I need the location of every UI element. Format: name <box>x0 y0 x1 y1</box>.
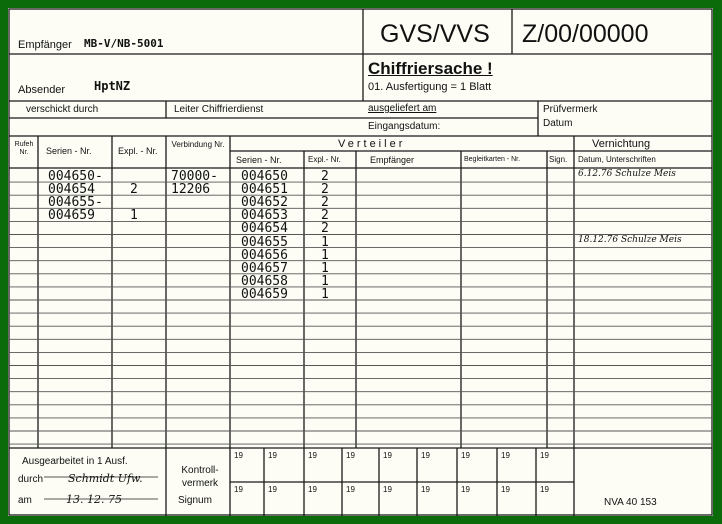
prepared-by-signature: Schmidt Ufw. <box>68 472 143 485</box>
control-year-bottom: 19 <box>346 485 355 494</box>
prepared-on-label: am <box>18 495 32 506</box>
col-header-connection: Verbindung Nr. <box>171 140 225 149</box>
col-header-destruction: Vernichtung <box>592 138 651 150</box>
entry-serial: 004655- <box>48 195 103 211</box>
col-header-recipient: Empfänger <box>370 155 415 165</box>
control-year-bottom: 19 <box>501 485 510 494</box>
col-header-attachment: Begleitkarten - Nr. <box>464 156 521 163</box>
col-header-dist-copy: Expl.- Nr. <box>308 155 341 164</box>
distribution-serial: 004657 <box>241 260 288 276</box>
col-header-running-no: Rufeh Nr. <box>14 141 34 157</box>
entry-copy: 1 <box>130 208 138 224</box>
entry-connection: 70000- <box>171 169 218 184</box>
entry-serial: 004650- <box>48 169 103 184</box>
col-header-serial: Serien - Nr. <box>46 146 92 156</box>
distribution-copy: 2 <box>321 221 329 237</box>
col-header-date-signatures: Datum, Unterschriften <box>578 155 656 164</box>
recipient-value: MB-V/NB-5001 <box>84 37 164 50</box>
control-year-bottom: 19 <box>383 485 392 494</box>
distribution-serial: 004654 <box>241 221 288 237</box>
distribution-serial: 004653 <box>241 208 288 224</box>
control-year-top: 19 <box>383 451 392 460</box>
control-year-top: 19 <box>501 451 510 460</box>
entry-serial: 004654 <box>48 182 95 198</box>
control-year-top: 19 <box>540 451 549 460</box>
document-form <box>8 8 713 516</box>
sender-label: Absender <box>18 84 66 96</box>
prepared-in-label: Ausgearbeitet in 1 Ausf. <box>22 456 128 467</box>
distribution-serial: 004658 <box>241 273 288 289</box>
control-year-top: 19 <box>308 451 317 460</box>
distribution-serial: 004659 <box>241 286 288 302</box>
control-year-bottom: 19 <box>421 485 430 494</box>
control-year-top: 19 <box>461 451 470 460</box>
distribution-copy: 2 <box>321 169 329 184</box>
distribution-copy: 2 <box>321 195 329 211</box>
distribution-serial: 004650 <box>241 169 288 184</box>
sent-via-label: verschickt durch <box>26 104 99 115</box>
control-year-top: 19 <box>234 451 243 460</box>
cipher-service-head-label: Leiter Chiffrierdienst <box>174 104 264 115</box>
distribution-copy: 1 <box>321 247 329 263</box>
receipt-date-label: Eingangsdatum: <box>368 121 441 132</box>
control-year-bottom: 19 <box>308 485 317 494</box>
col-header-signature: Sign. <box>549 155 568 164</box>
distribution-serial: 004652 <box>241 195 288 211</box>
entry-copy: 2 <box>130 182 138 198</box>
entry-serial: 004659 <box>48 208 95 224</box>
recipient-label: Empfänger <box>18 39 72 51</box>
distribution-serial: 004655 <box>241 234 288 250</box>
form-number: NVA 40 153 <box>604 497 657 508</box>
cipher-title: Chiffriersache ! <box>368 59 493 78</box>
control-note-label: Kontroll- vermerk <box>181 465 219 489</box>
distribution-copy: 1 <box>321 260 329 276</box>
audit-date-label: Datum <box>543 118 573 129</box>
control-year-top: 19 <box>421 451 430 460</box>
control-year-bottom: 19 <box>234 485 243 494</box>
prepared-by-label: durch <box>18 474 44 485</box>
control-year-bottom: 19 <box>268 485 277 494</box>
signum-label: Signum <box>178 495 212 506</box>
col-header-dist-serial: Serien - Nr. <box>236 155 282 165</box>
prepared-on-date: 13. 12. 75 <box>66 493 122 506</box>
distribution-copy: 2 <box>321 182 329 198</box>
entry-connection: 12206 <box>171 182 211 198</box>
destruction-signature: 18.12.76 Schulze Meis <box>578 234 682 245</box>
distribution-copy: 2 <box>321 208 329 224</box>
control-year-bottom: 19 <box>461 485 470 494</box>
control-year-top: 19 <box>268 451 277 460</box>
control-year-top: 19 <box>346 451 355 460</box>
sender-value: HptNZ <box>94 79 131 93</box>
control-year-bottom: 19 <box>540 485 549 494</box>
distribution-serial: 004651 <box>241 182 288 198</box>
document-number: Z/00/00000 <box>522 20 649 48</box>
destruction-signature: 6.12.76 Schulze Meis <box>578 169 676 179</box>
distribution-copy: 1 <box>321 273 329 289</box>
distribution-copy: 1 <box>321 234 329 250</box>
col-header-distributor: Verteiler <box>338 138 406 150</box>
copy-info: 01. Ausfertigung = 1 Blatt <box>368 81 492 93</box>
distribution-copy: 1 <box>321 286 329 302</box>
audit-note-label: Prüfvermerk <box>543 104 598 115</box>
col-header-copy: Expl. - Nr. <box>118 146 158 156</box>
distribution-serial: 004656 <box>241 247 288 263</box>
classification-title: GVS/VVS <box>380 20 490 48</box>
delivered-on-label: ausgeliefert am <box>368 103 437 114</box>
